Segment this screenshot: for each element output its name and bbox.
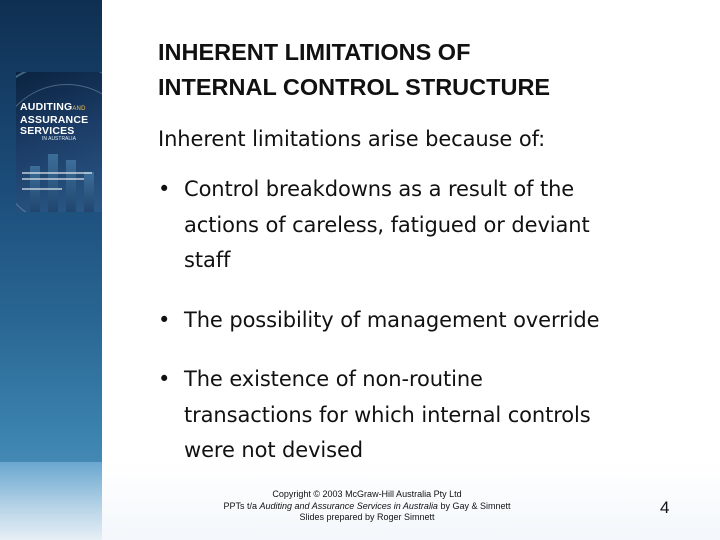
bullet-line: actions of careless, fatigued or deviant [184,212,590,237]
book-cover-title [20,102,88,137]
cover-title-word: SERVICES [20,125,75,137]
slide-title [158,35,550,105]
cover-pillar [48,154,58,212]
book-cover-image [16,72,102,212]
intro-text: Inherent limitations arise because of: [158,127,546,151]
bullet-item [156,303,696,339]
cover-pillar [66,160,76,212]
bullet-item [156,362,696,469]
cover-title-word: ASSURANCE [20,114,89,126]
bullet-line: staff [184,248,231,272]
bullet-icon: • [158,307,171,332]
copyright-footer [176,489,558,524]
footer-book-title: Auditing and Assurance Services in Australia [259,500,438,511]
bullet-line: were not devised [184,438,364,462]
sidebar-bottom-fade [0,462,102,540]
footer-line: Copyright © 2003 McGraw-Hill Australia Pty Ltd [272,489,462,499]
footer-text: PPTs t/a [223,500,260,511]
cover-title-and: AND [72,106,86,112]
bullet-list [156,172,696,469]
slide-title-line: INHERENT LIMITATIONS OF [158,39,471,65]
footer-line [176,501,558,513]
footer-line: Slides prepared by Roger Simnett [299,512,435,522]
bullet-line: The possibility of management override [184,307,600,332]
cover-title-word: AUDITING [20,101,73,113]
cover-text-line [22,178,84,180]
bullet-line: transactions for which internal controls [184,402,591,427]
footer-text: by Gay & Simnett [437,500,511,511]
cover-text-line [22,172,92,174]
bullet-line: The existence of non-routine [184,367,483,391]
cover-pillar [84,172,94,212]
page-number: 4 [660,498,670,517]
bullet-icon: • [158,367,171,391]
cover-text-line [22,188,62,190]
slide-title-line: INTERNAL CONTROL STRUCTURE [158,74,551,100]
bullet-icon: • [158,177,171,201]
bullet-line: Control breakdowns as a result of the [184,177,575,201]
bullet-item [156,172,696,279]
book-cover-subtitle: IN AUSTRALIA [42,136,76,142]
